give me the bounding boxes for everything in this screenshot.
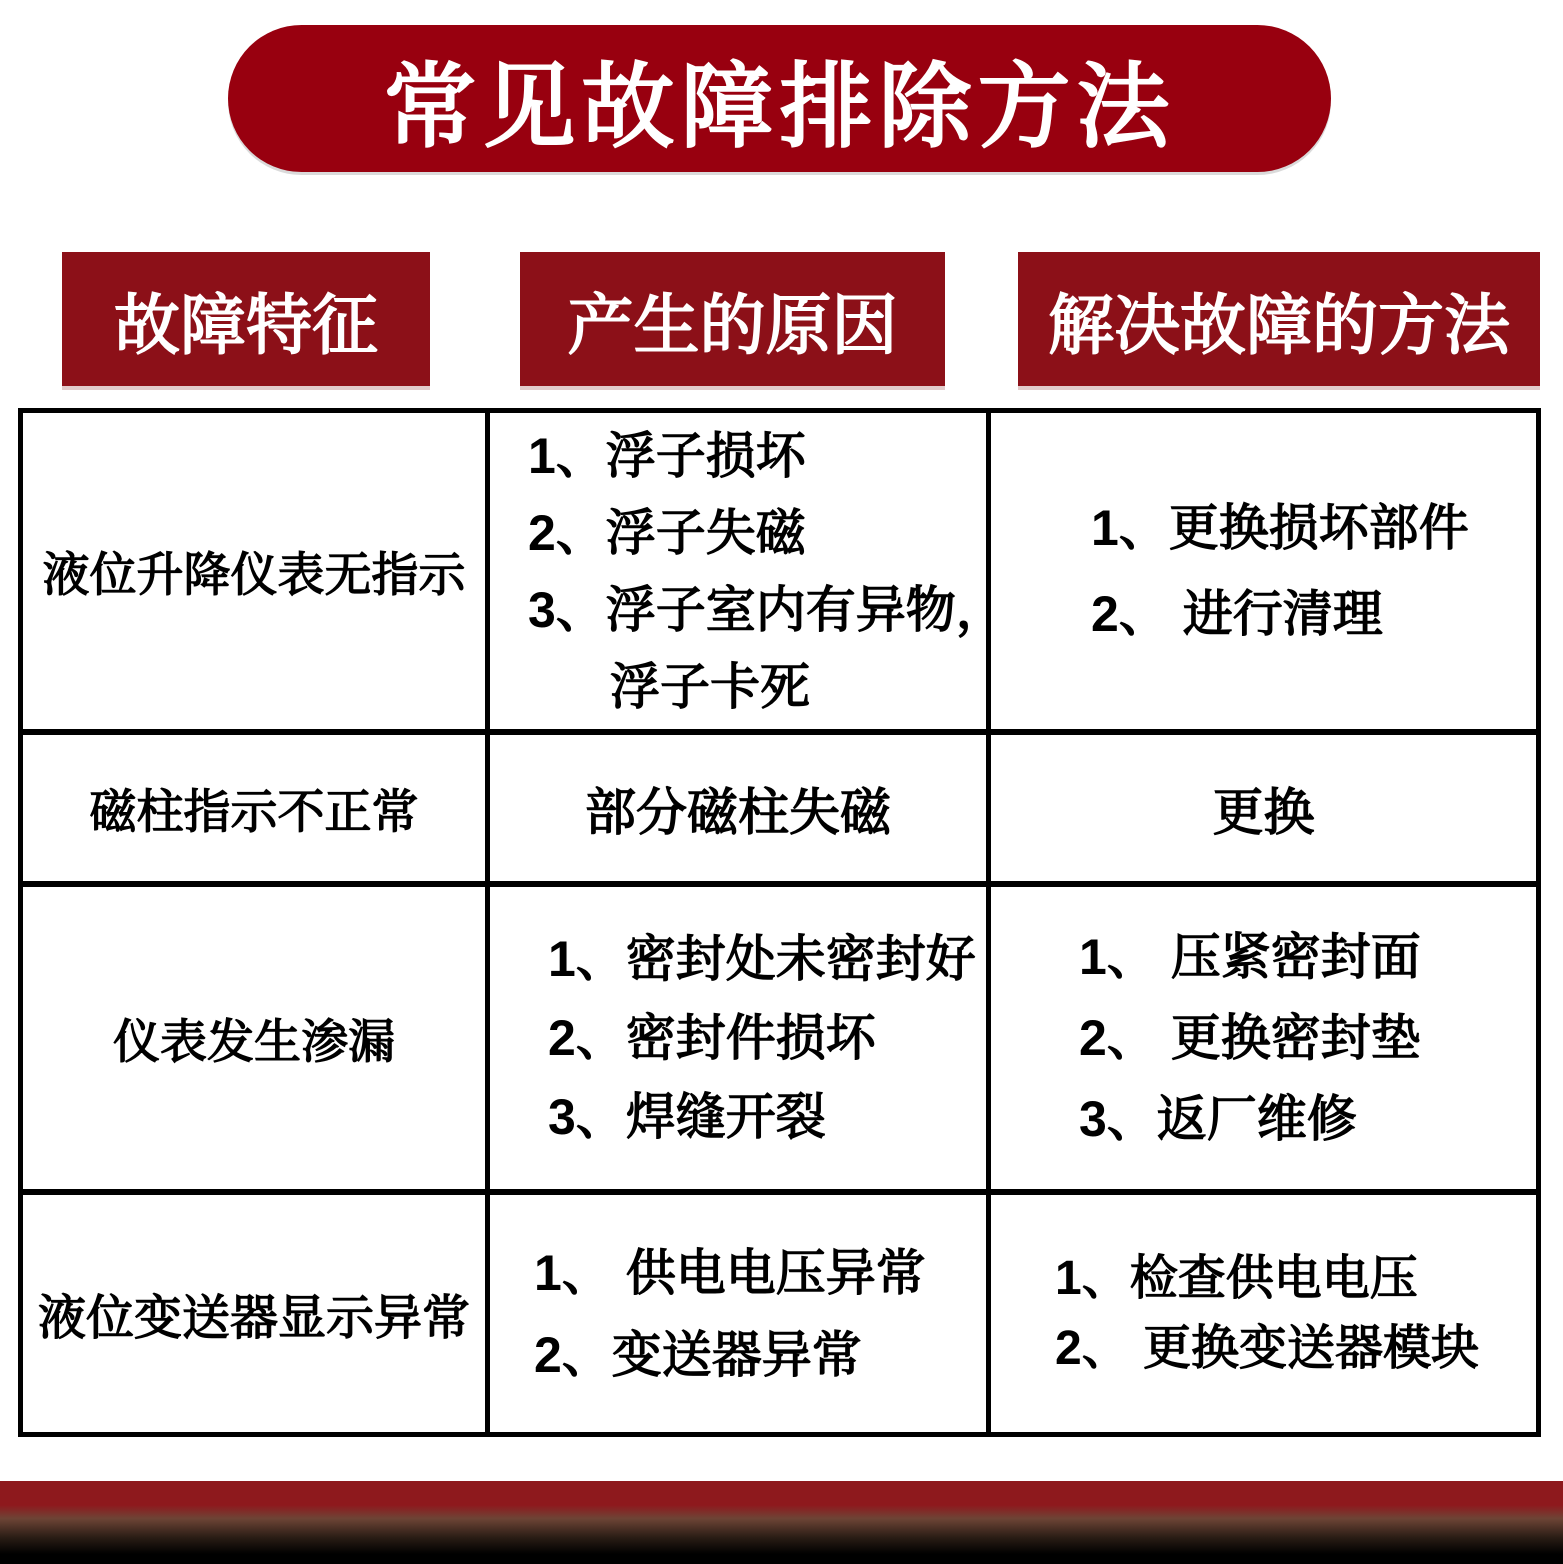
cause-line: 2、密封件损坏	[548, 1010, 876, 1066]
cause-line: 3、焊缝开裂	[548, 1089, 826, 1145]
fault-text-1: 液位升降仪表无指示	[42, 549, 466, 602]
fault-text-3: 仪表发生渗漏	[113, 1016, 395, 1069]
column-header-cause	[520, 252, 945, 386]
fault-cell-1	[23, 413, 490, 735]
column-header-cause-label: 产生的原因	[567, 287, 898, 362]
solution-line: 3、返厂维修	[1079, 1091, 1357, 1147]
solution-cell-2	[991, 735, 1536, 887]
solution-cell-1	[991, 413, 1536, 735]
solution-cell-3	[991, 887, 1536, 1195]
cause-cell-2	[490, 735, 991, 887]
solution-line: 更换	[1212, 784, 1315, 841]
cause-cell-3	[490, 887, 991, 1195]
fault-text-2: 磁柱指示不正常	[89, 786, 419, 839]
fault-cell-3	[23, 887, 490, 1195]
cause-line: 2、浮子失磁	[528, 504, 806, 561]
cause-line: 1、浮子损坏	[528, 427, 806, 484]
solution-line: 2、 进行清理	[1091, 586, 1383, 642]
fault-cell-4	[23, 1195, 490, 1432]
column-header-solution	[1018, 252, 1540, 386]
solution-line: 2、 更换变送器模块	[1055, 1321, 1480, 1375]
cause-line-continuation: 浮子卡死	[610, 658, 810, 715]
title-banner	[228, 25, 1331, 172]
cause-cell-1	[490, 413, 1006, 735]
solution-line: 1、检查供电电压	[1055, 1251, 1418, 1305]
cause-line: 1、密封处未密封好	[548, 931, 976, 987]
page-title: 常见故障排除方法	[383, 56, 1176, 160]
cause-line: 2、变送器异常	[534, 1326, 862, 1383]
cause-line: 部分磁柱失磁	[584, 784, 891, 841]
fault-cell-2	[23, 735, 490, 887]
troubleshooting-table	[18, 408, 1541, 1437]
column-header-fault-label: 故障特征	[114, 287, 378, 362]
column-header-solution-label: 解决故障的方法	[1048, 287, 1510, 362]
solution-cell-4	[991, 1195, 1536, 1432]
cause-line: 3、浮子室内有异物，	[528, 581, 1006, 638]
solution-line: 1、更换损坏部件	[1091, 500, 1469, 556]
column-header-fault	[62, 252, 430, 386]
footer-gradient-band	[0, 1481, 1563, 1564]
fault-text-4: 液位变送器显示异常	[37, 1292, 470, 1345]
solution-line: 1、 压紧密封面	[1079, 929, 1421, 985]
solution-line: 2、 更换密封垫	[1079, 1010, 1421, 1066]
cause-cell-4	[490, 1195, 991, 1432]
cause-line: 1、 供电电压异常	[534, 1244, 926, 1301]
